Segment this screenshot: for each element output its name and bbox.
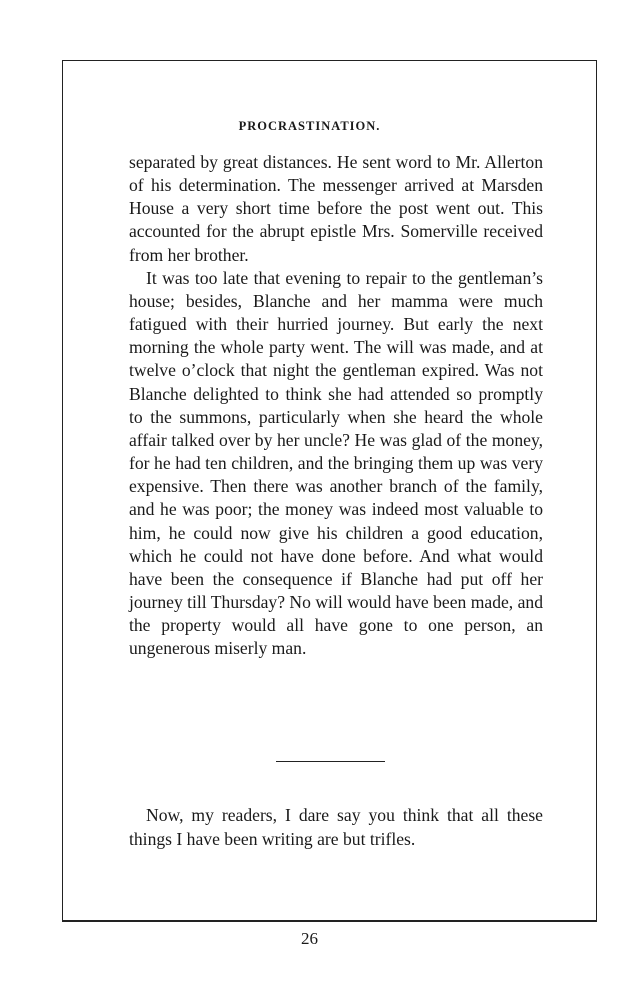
paragraph-1: separated by great distances. He sent word to Mr. Allerton of his determination. The messenger arrived at Marsden House a very short time before the post went out. This accounted for the abrupt epistle Mrs. Somerville received from her brother. <box>129 152 543 265</box>
main-text <box>129 151 543 660</box>
running-head: PROCRASTINATION. <box>238 119 381 133</box>
paragraph-2: It was too late that evening to repair to the gentleman’s house; besides, Blanche and her mamma were much fatigued with their hurried journey. But early the next morning the whole party went. The will was made, and at twelve o’clock that night the gentleman expired. Was not Blanche delighted to think she had attended so promptly to the summons, particularly when she heard the whole affair talked over by her uncle? He was glad of the money, for he had ten children, and the bringing them up was very expensive. Then there was another branch of the family, and he was poor; the money was indeed most valuable to him, he could now give his children a good education, which he could not have done before. And what would have been the consequence if Blanche had put off her journey till Thursday? No will would have been made, and the property would all have gone to one person, an ungenerous miserly man. <box>129 267 544 659</box>
section-divider <box>276 761 385 762</box>
closing-paragraph: Now, my readers, I dare say you think that all these things I have been writing are but trifles. <box>129 805 543 849</box>
page-number: 26 <box>301 929 318 948</box>
closing-text <box>129 803 543 851</box>
